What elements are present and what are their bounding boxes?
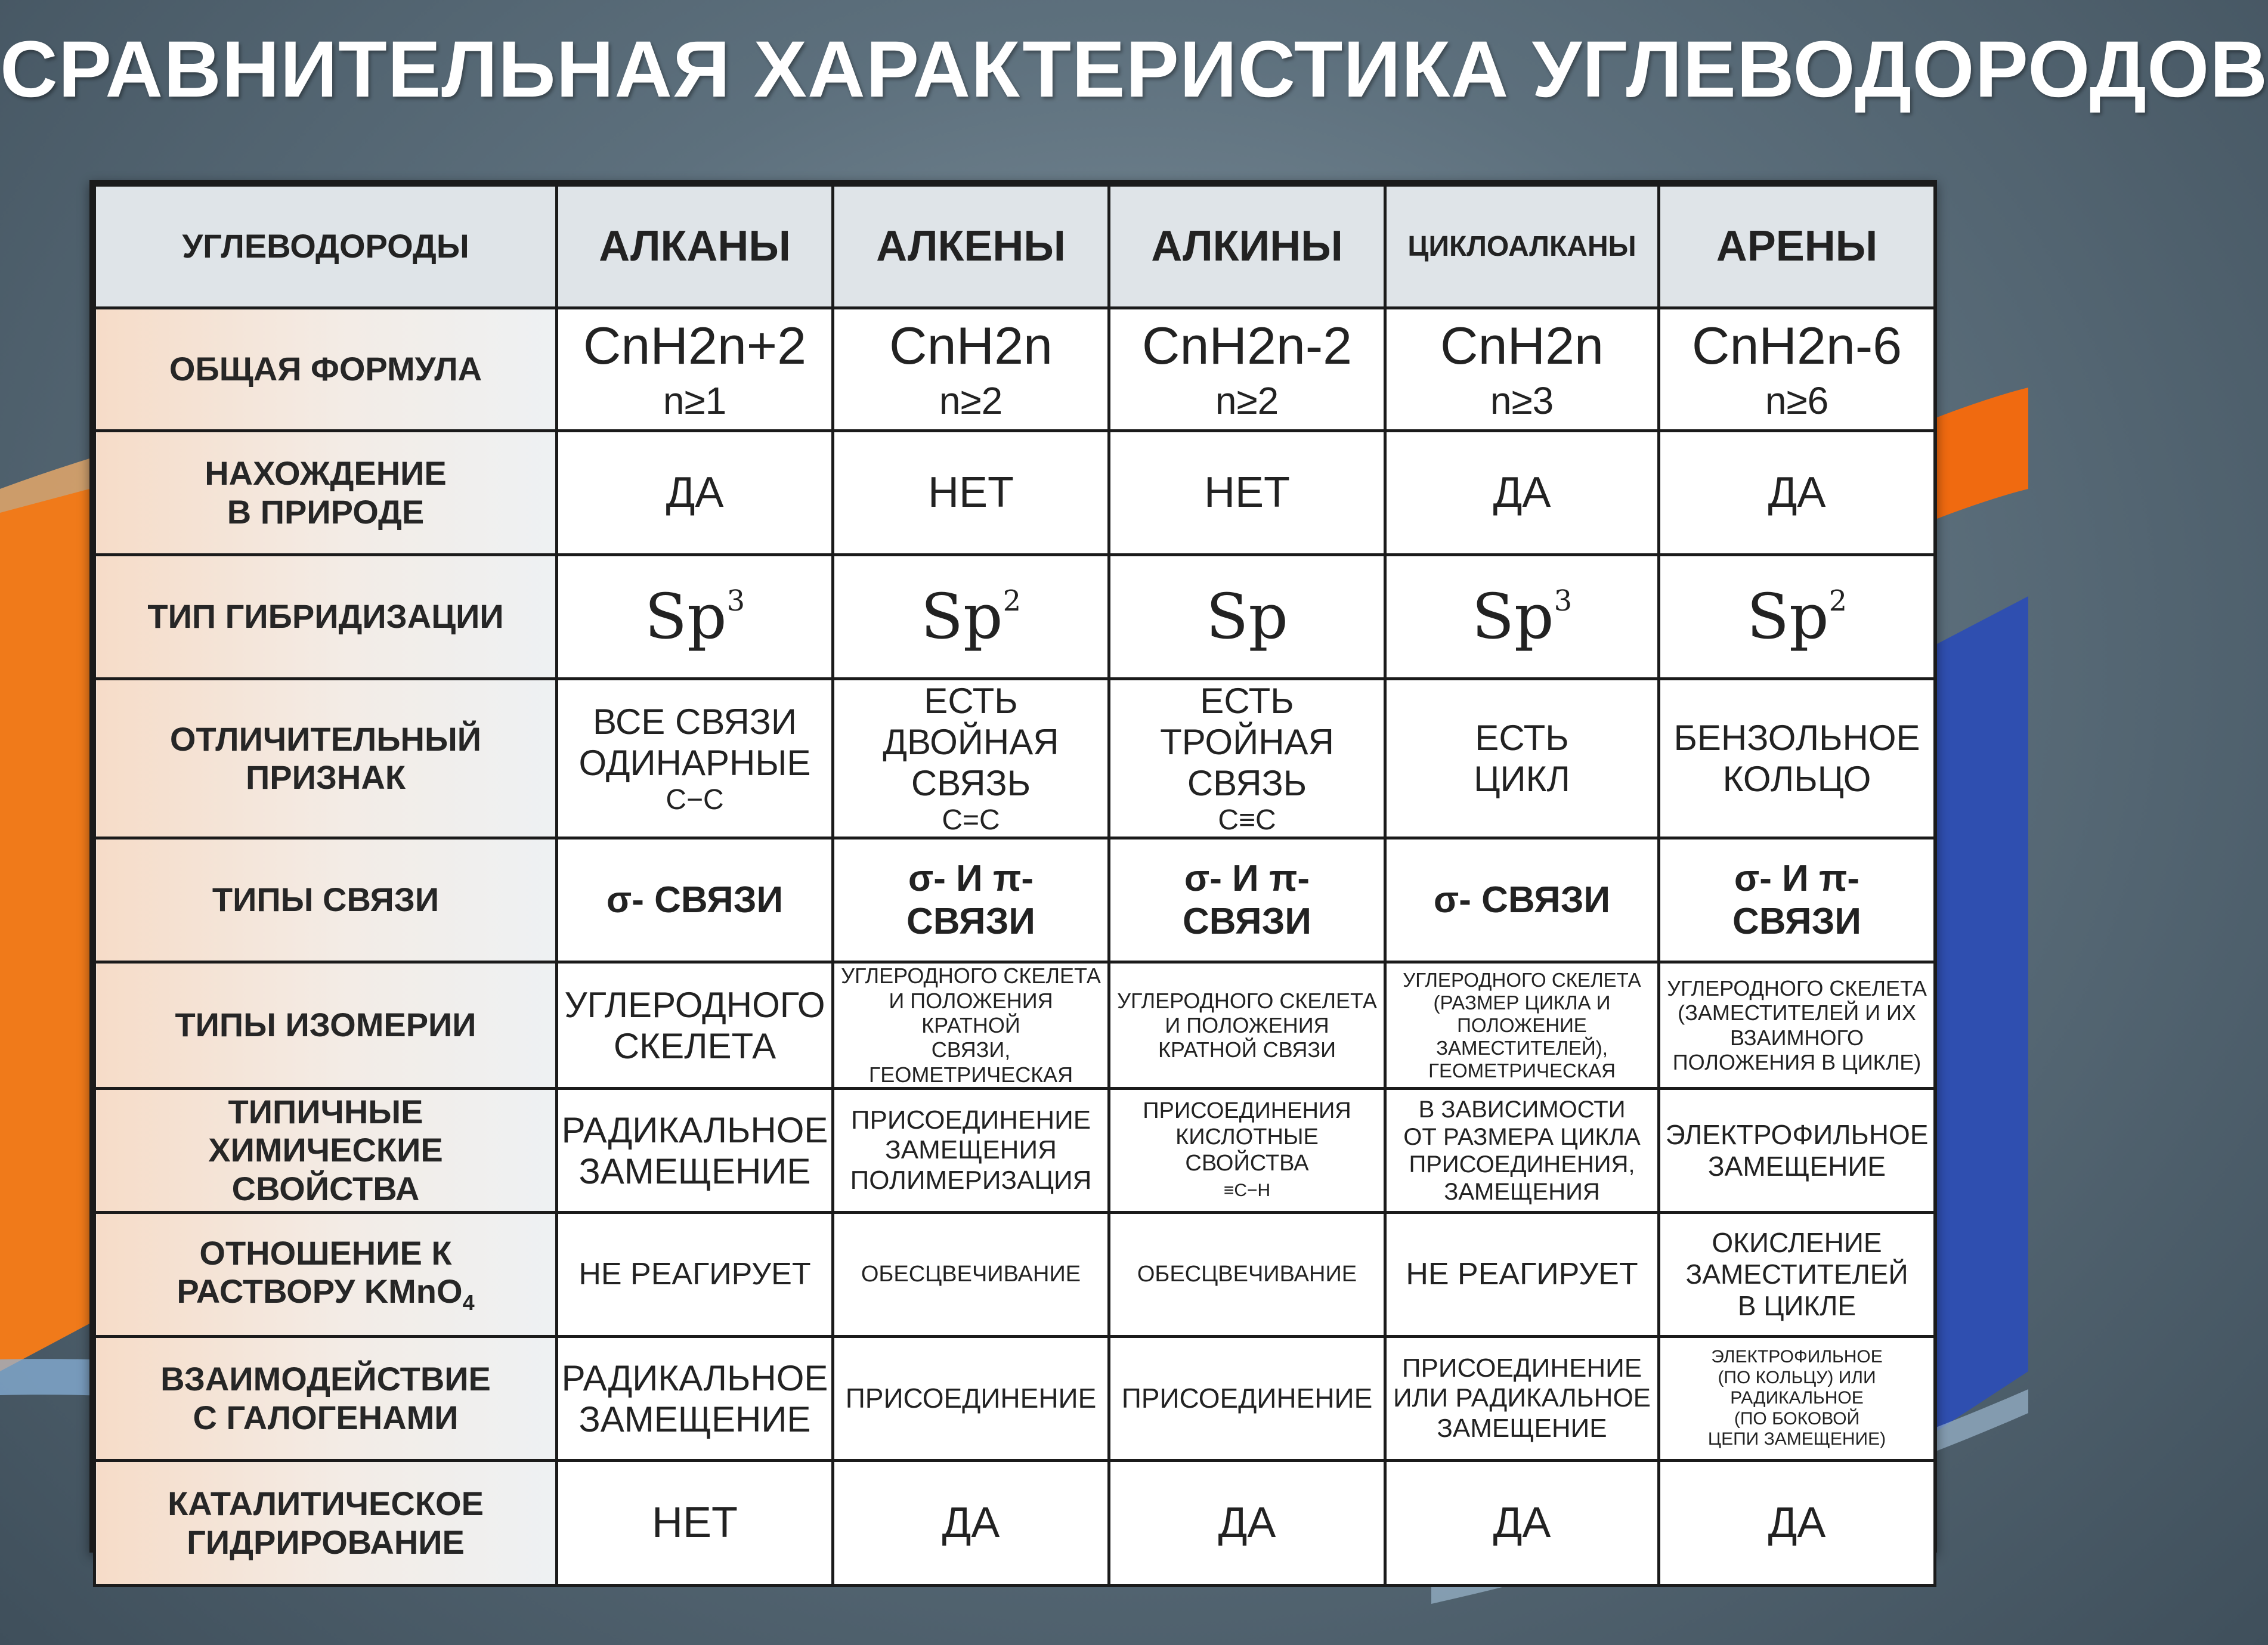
chem-props-cell: ПРИСОЕДИНЕНИЯ КИСЛОТНЫЕ СВОЙСТВА ≡C−H	[1109, 1089, 1385, 1213]
halogens-label: ВЗАИМОДЕЙСТВИЕ С ГАЛОГЕНАМИ	[95, 1337, 557, 1461]
comparison-table	[89, 180, 1937, 1561]
kmno4-cell: ОБЕСЦВЕЧИВАНИЕ	[1109, 1213, 1385, 1337]
nature-row	[95, 431, 1935, 555]
halogens-cell: РАДИКАЛЬНОЕ ЗАМЕЩЕНИЕ	[557, 1337, 833, 1461]
bond-types-cell: σ- СВЯЗИ	[557, 838, 833, 962]
chem-props-label: ТИПИЧНЫЕ ХИМИЧЕСКИЕ СВОЙСТВА	[95, 1089, 557, 1213]
bond-types-cell: σ- СВЯЗИ	[1385, 838, 1659, 962]
header-row	[95, 185, 1935, 308]
header-alkenes: АЛКЕНЫ	[833, 185, 1109, 308]
header-arenes: АРЕНЫ	[1659, 185, 1935, 308]
hybridization-row	[95, 555, 1935, 679]
isomerism-cell: УГЛЕРОДНОГО СКЕЛЕТА (РАЗМЕР ЦИКЛА И ПОЛОЖЕНИЕ ЗАМЕСТИТЕЛЕЙ), ГЕОМЕТРИЧЕСКАЯ	[1385, 962, 1659, 1089]
hybridization-cell: Sp$^2$	[1659, 555, 1935, 679]
feature-cell: ЕСТЬ ДВОЙНАЯ СВЯЗЬ C=C	[833, 679, 1109, 838]
isomerism-label: ТИПЫ ИЗОМЕРИИ	[95, 962, 557, 1089]
header-row-label: УГЛЕВОДОРОДЫ	[95, 185, 557, 308]
kmno4-cell: НЕ РЕАГИРУЕТ	[1385, 1213, 1659, 1337]
orange-band-right	[1937, 388, 2028, 519]
hydrogenation-label: КАТАЛИТИЧЕСКОЕ ГИДРИРОВАНИЕ	[95, 1461, 557, 1586]
formula-cell: CnH2n-6 n≥6	[1659, 308, 1935, 431]
nature-cell: ДА	[557, 431, 833, 555]
feature-cell: ЕСТЬ ТРОЙНАЯ СВЯЗЬ C≡C	[1109, 679, 1385, 838]
hydrogenation-cell: ДА	[833, 1461, 1109, 1586]
bond-types-cell: σ- И π- СВЯЗИ	[1109, 838, 1385, 962]
chem-props-cell: ПРИСОЕДИНЕНИЕ ЗАМЕЩЕНИЯ ПОЛИМЕРИЗАЦИЯ	[833, 1089, 1109, 1213]
isomerism-row	[95, 962, 1935, 1089]
hybridization-label: ТИП ГИБРИДИЗАЦИИ	[95, 555, 557, 679]
nature-label: НАХОЖДЕНИЕ В ПРИРОДЕ	[95, 431, 557, 555]
header-alkanes: АЛКАНЫ	[557, 185, 833, 308]
hybridization-cell: Sp$^3$	[1385, 555, 1659, 679]
isomerism-cell: УГЛЕРОДНОГО СКЕЛЕТА	[557, 962, 833, 1089]
hydrogenation-row	[95, 1461, 1935, 1586]
orange-band-left	[0, 489, 89, 1371]
header-alkynes: АЛКИНЫ	[1109, 185, 1385, 308]
hybridization-cell: Sp$^3$	[557, 555, 833, 679]
bond-types-cell: σ- И π- СВЯЗИ	[833, 838, 1109, 962]
halogens-row	[95, 1337, 1935, 1461]
nature-cell: ДА	[1385, 431, 1659, 555]
bond-types-label: ТИПЫ СВЯЗИ	[95, 838, 557, 962]
bond-types-cell: σ- И π- СВЯЗИ	[1659, 838, 1935, 962]
kmno4-cell: ОБЕСЦВЕЧИВАНИЕ	[833, 1213, 1109, 1337]
hydrogenation-cell: НЕТ	[557, 1461, 833, 1586]
formula-cell: CnH2n+2 n≥1	[557, 308, 833, 431]
feature-cell: ВСЕ СВЯЗИ ОДИНАРНЫЕ C−C	[557, 679, 833, 838]
bond-types-row	[95, 838, 1935, 962]
feature-row	[95, 679, 1935, 838]
nature-cell: НЕТ	[1109, 431, 1385, 555]
halogens-cell: ЭЛЕКТРОФИЛЬНОЕ (ПО КОЛЬЦУ) ИЛИ РАДИКАЛЬНОЕ (ПО БОКОВОЙ ЦЕПИ ЗАМЕЩЕНИЕ)	[1659, 1337, 1935, 1461]
chem-props-cell: РАДИКАЛЬНОЕ ЗАМЕЩЕНИЕ	[557, 1089, 833, 1213]
formula-cell: CnH2n n≥3	[1385, 308, 1659, 431]
kmno4-label: ОТНОШЕНИЕ К РАСТВОРУ KMnO$_4$	[95, 1213, 557, 1337]
chem-props-cell: В ЗАВИСИМОСТИ ОТ РАЗМЕРА ЦИКЛА ПРИСОЕДИНЕНИЯ, ЗАМЕЩЕНИЯ	[1385, 1089, 1659, 1213]
feature-cell: БЕНЗОЛЬНОЕ КОЛЬЦО	[1659, 679, 1935, 838]
kmno4-row	[95, 1213, 1935, 1337]
chem-props-row	[95, 1089, 1935, 1213]
header-cycloalkanes: ЦИКЛОАЛКАНЫ	[1385, 185, 1659, 308]
formula-cell: CnH2n-2 n≥2	[1109, 308, 1385, 431]
nature-cell: ДА	[1659, 431, 1935, 555]
page-title: СРАВНИТЕЛЬНАЯ ХАРАКТЕРИСТИКА УГЛЕВОДОРОДОВ	[0, 25, 2268, 114]
halogens-cell: ПРИСОЕДИНЕНИЕ	[1109, 1337, 1385, 1461]
halogens-cell: ПРИСОЕДИНЕНИЕ	[833, 1337, 1109, 1461]
isomerism-cell: УГЛЕРОДНОГО СКЕЛЕТА И ПОЛОЖЕНИЯ КРАТНОЙ СВЯЗИ	[1109, 962, 1385, 1089]
kmno4-cell: НЕ РЕАГИРУЕТ	[557, 1213, 833, 1337]
feature-cell: ЕСТЬ ЦИКЛ	[1385, 679, 1659, 838]
halogens-cell: ПРИСОЕДИНЕНИЕ ИЛИ РАДИКАЛЬНОЕ ЗАМЕЩЕНИЕ	[1385, 1337, 1659, 1461]
formula-cell: CnH2n n≥2	[833, 308, 1109, 431]
isomerism-cell: УГЛЕРОДНОГО СКЕЛЕТА (ЗАМЕСТИТЕЛЕЙ И ИХ ВЗАИМНОГО ПОЛОЖЕНИЯ В ЦИКЛЕ)	[1659, 962, 1935, 1089]
hydrogenation-cell: ДА	[1385, 1461, 1659, 1586]
blue-band-right	[1937, 596, 2028, 1431]
nature-cell: НЕТ	[833, 431, 1109, 555]
hybridization-cell: Sp$^2$	[833, 555, 1109, 679]
feature-label: ОТЛИЧИТЕЛЬНЫЙ ПРИЗНАК	[95, 679, 557, 838]
hydrogenation-cell: ДА	[1109, 1461, 1385, 1586]
isomerism-cell: УГЛЕРОДНОГО СКЕЛЕТА И ПОЛОЖЕНИЯ КРАТНОЙ СВЯЗИ, ГЕОМЕТРИЧЕСКАЯ	[833, 962, 1109, 1089]
kmno4-cell: ОКИСЛЕНИЕ ЗАМЕСТИТЕЛЕЙ В ЦИКЛЕ	[1659, 1213, 1935, 1337]
hydrogenation-cell: ДА	[1659, 1461, 1935, 1586]
formula-label: ОБЩАЯ ФОРМУЛА	[95, 308, 557, 431]
chem-props-cell: ЭЛЕКТРОФИЛЬНОЕ ЗАМЕЩЕНИЕ	[1659, 1089, 1935, 1213]
formula-row	[95, 308, 1935, 431]
hybridization-cell: Sp	[1109, 555, 1385, 679]
